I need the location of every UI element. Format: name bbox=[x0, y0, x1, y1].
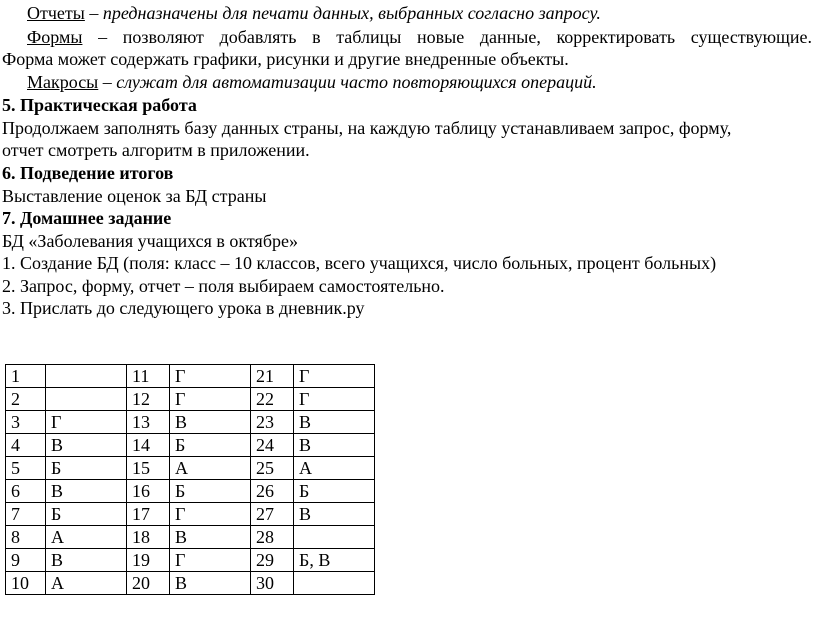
table-cell: А bbox=[46, 526, 127, 549]
macros-paragraph bbox=[27, 71, 597, 93]
table-cell: В bbox=[46, 480, 127, 503]
table-cell: 12 bbox=[127, 388, 170, 411]
table-cell bbox=[294, 526, 375, 549]
table-cell bbox=[294, 572, 375, 595]
table-cell: 21 bbox=[251, 365, 294, 388]
table-cell: 2 bbox=[6, 388, 46, 411]
table-cell bbox=[46, 388, 127, 411]
table-cell: Б bbox=[294, 480, 375, 503]
section6-heading: 6. Подведение итогов bbox=[2, 163, 174, 183]
table-cell: Г bbox=[46, 411, 127, 434]
table-cell: 27 bbox=[251, 503, 294, 526]
section6-text: Выставление оценок за БД страны bbox=[2, 186, 267, 206]
table-row bbox=[6, 572, 375, 595]
section7-line: 3. Прислать до следующего урока в дневник.ру bbox=[2, 298, 365, 318]
table-row bbox=[6, 457, 375, 480]
table-cell: 22 bbox=[251, 388, 294, 411]
table-cell: 4 bbox=[6, 434, 46, 457]
table-row bbox=[6, 365, 375, 388]
forms-paragraph-line2: Форма может содержать графики, рисунки и другие внедренные объекты. bbox=[2, 49, 569, 69]
table-cell: Г bbox=[170, 365, 251, 388]
forms-term: Формы bbox=[27, 27, 83, 47]
table-cell: 24 bbox=[251, 434, 294, 457]
table-cell: Б bbox=[170, 434, 251, 457]
table-cell: Г bbox=[170, 503, 251, 526]
forms-paragraph-line1 bbox=[2, 26, 812, 48]
table-cell bbox=[46, 365, 127, 388]
section7-line: 1. Создание БД (поля: класс – 10 классов, всего учащихся, число больных, процент больных) bbox=[2, 253, 717, 273]
table-cell: Г bbox=[294, 365, 375, 388]
table-cell: 20 bbox=[127, 572, 170, 595]
macros-term: Макросы bbox=[27, 72, 99, 92]
table-row bbox=[6, 549, 375, 572]
table-cell: В bbox=[294, 503, 375, 526]
answer-table bbox=[5, 364, 375, 595]
table-row bbox=[6, 411, 375, 434]
reports-paragraph bbox=[27, 2, 601, 24]
table-cell: 6 bbox=[6, 480, 46, 503]
table-cell: 26 bbox=[251, 480, 294, 503]
reports-definition: – предназначены для печати данных, выбранных согласно запросу. bbox=[84, 3, 601, 23]
table-cell: В bbox=[46, 549, 127, 572]
table-cell: В bbox=[170, 572, 251, 595]
table-cell: 7 bbox=[6, 503, 46, 526]
table-row bbox=[6, 480, 375, 503]
section5-text-line2: отчет смотреть алгоритм в приложении. bbox=[2, 140, 310, 160]
section7-line: БД «Заболевания учащихся в октябре» bbox=[2, 231, 298, 251]
table-cell: 13 bbox=[127, 411, 170, 434]
table-row bbox=[6, 503, 375, 526]
table-cell: 18 bbox=[127, 526, 170, 549]
table-cell: 14 bbox=[127, 434, 170, 457]
table-cell: В bbox=[170, 411, 251, 434]
table-cell: А bbox=[46, 572, 127, 595]
table-cell: Г bbox=[170, 388, 251, 411]
table-row bbox=[6, 434, 375, 457]
table-cell: Б bbox=[46, 503, 127, 526]
table-cell: Г bbox=[294, 388, 375, 411]
table-cell: 1 bbox=[6, 365, 46, 388]
table-cell: Б bbox=[170, 480, 251, 503]
table-cell: 30 bbox=[251, 572, 294, 595]
macros-definition: – служат для автоматизации часто повторяющихся операций. bbox=[98, 72, 597, 92]
table-cell: 11 bbox=[127, 365, 170, 388]
section5-text-line1: Продолжаем заполнять базу данных страны, на каждую таблицу устанавливаем запрос, форму, bbox=[2, 118, 732, 138]
table-cell: В bbox=[294, 434, 375, 457]
table-row bbox=[6, 388, 375, 411]
reports-term: Отчеты bbox=[27, 3, 85, 23]
table-cell: 17 bbox=[127, 503, 170, 526]
table-cell: 29 bbox=[251, 549, 294, 572]
table-cell: А bbox=[294, 457, 375, 480]
table-cell: 10 bbox=[6, 572, 46, 595]
table-cell: 9 bbox=[6, 549, 46, 572]
table-cell: 15 bbox=[127, 457, 170, 480]
table-cell: 5 bbox=[6, 457, 46, 480]
table-cell: В bbox=[170, 526, 251, 549]
table-cell: В bbox=[294, 411, 375, 434]
table-cell: 23 bbox=[251, 411, 294, 434]
table-cell: В bbox=[46, 434, 127, 457]
table-cell: А bbox=[170, 457, 251, 480]
section7-heading: 7. Домашнее задание bbox=[2, 208, 172, 228]
section5-heading: 5. Практическая работа bbox=[2, 95, 197, 115]
table-cell: 3 bbox=[6, 411, 46, 434]
table-cell: 19 bbox=[127, 549, 170, 572]
table-cell: 28 bbox=[251, 526, 294, 549]
forms-definition: – позволяют добавлять в таблицы новые данные, корректировать существующие. bbox=[82, 27, 812, 47]
table-cell: Г bbox=[170, 549, 251, 572]
table-row bbox=[6, 526, 375, 549]
table-cell: 8 bbox=[6, 526, 46, 549]
table-cell: 16 bbox=[127, 480, 170, 503]
table-cell: Б, В bbox=[294, 549, 375, 572]
table-cell: 25 bbox=[251, 457, 294, 480]
table-cell: Б bbox=[46, 457, 127, 480]
section7-line: 2. Запрос, форму, отчет – поля выбираем самостоятельно. bbox=[2, 276, 445, 296]
